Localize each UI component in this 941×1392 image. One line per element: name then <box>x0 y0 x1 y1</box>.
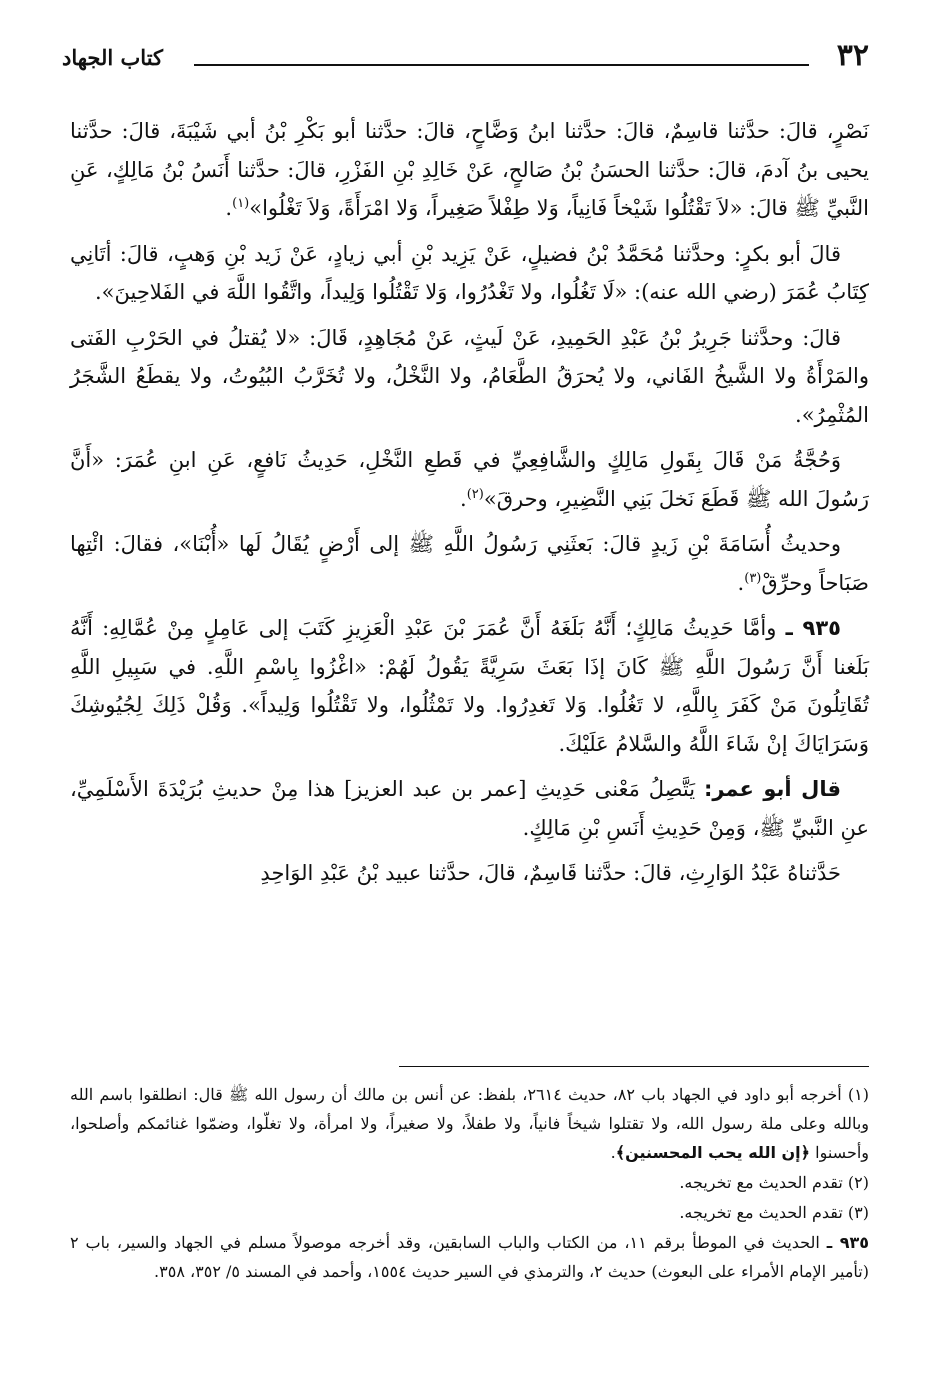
footnote-3 <box>70 1198 869 1227</box>
footnote-text: تقدم الحديث مع تخريجه. <box>679 1173 843 1192</box>
paragraph-text: حَدَّثناهُ عَبْدُ الوَارِثِ، قالَ: حدَّثنا قَاسِمٌ، قالَ، حدَّثنا عبيد بْنُ عَبْدِ الوَاحِدِ <box>260 861 841 885</box>
footnote-ref-1: (١) <box>232 196 250 211</box>
page-number: ٣٢ <box>836 38 869 73</box>
footnote-ref-3: (٣) <box>744 570 762 586</box>
paragraph-tail: . <box>737 570 745 595</box>
footnotes <box>70 1080 869 1287</box>
paragraph-tail: . <box>460 486 467 511</box>
hadith-number: ٩٣٥ ـ <box>785 616 841 640</box>
page-header <box>62 40 869 72</box>
abu-umar-text: يَتَّصِلُ مَعْنى حَدِيثِ [عمر بن عبد العزيز] هذا مِنْ حديثِ بُرَيْدَةَ الأَسْلَمِيِّ، عنِ النَّبيِّ ﷺ، وَمِنْ حَدِيثِ أَنَسِ بْنِ مَالِكٍ. <box>70 777 869 840</box>
paragraph-tail: . <box>225 196 233 220</box>
footnote-2 <box>70 1168 869 1197</box>
hadith-text: وأمَّا حَدِيثُ مَالِكٍ؛ أَنَّهُ بَلَغَهُ أَنَّ عُمَرَ بْنَ عَبْدِ الْعَزِيزِ كَتَبَ إلى عَامِلٍ مِنْ عُمَّالِهِ: أَنَّهُ بَلَغنا أَنَّ رَسُولَ اللَّهِ ﷺ كَانَ إذَا بَعَثَ سَرِيَّةً يَقُولُ لَهُمْ: «اغْزُوا بِاسْمِ اللَّهِ. في سَبِيلِ اللَّهِ تُقَاتِلُونَ مَنْ كَفَرَ بِاللَّهِ، لا تَغُلُوا. وَلا تَغدِرُوا. ولا تَمْثُلُوا، ولا تَقْتُلُوا وَلِيداً». وَقُلْ ذَلِكَ لِجُيُوشِكَ وَسَرَايَاكَ إنْ شَاءَ اللَّهُ والسَّلامُ عَلَيْكَ. <box>70 616 869 756</box>
footnote-marker: (٢) <box>847 1173 869 1192</box>
abu-umar-comment <box>70 770 869 847</box>
footnote-text: أخرجه أبو داود في الجهاد باب ٨٢، حديث ٢٦١٤، بلفظ: عن أنس بن مالك أن رسول الله ﷺ قال: انطلقوا باسم الله وبالله وعلى ملة رسول الله، ولا تقتلوا شيخاً فانياً، ولا طفلاً، ولا صغيراً، ولا امرأة، ولا تغلّوا، وضمّوا غنائمكم وأصلحوا، وأحسنوا <box>70 1085 869 1162</box>
abu-umar-label: قال أبو عمر: <box>703 777 841 801</box>
main-text <box>70 112 869 900</box>
footnote-tail: . <box>610 1143 616 1162</box>
paragraph-text: قالَ أبو بكرٍ: وحدَّثنا مُحَمَّدُ بْنُ فضيلٍ، عَنْ يَزِيد بْنِ أبي زيادٍ، عَنْ زَيد بْنِ وَهبٍ، قالَ: أتَانِي كِتَابُ عُمَرَ (رضي الله عنه): «لَا تَغُلُوا، ولا تَغْدُرُوا، وَلا تَقْتُلُوا وَلِيداً، واتَّقُوا اللَّهَ في الفَلاحِينَ». <box>70 241 869 304</box>
footnote-text: تقدم الحديث مع تخريجه. <box>679 1203 843 1222</box>
paragraph-text: نَصْرٍ، قالَ: حدَّثنا قاسِمٌ، قالَ: حدَّثنا ابنُ وَضَّاحٍ، قالَ: حدَّثنا أبو بَكْرِ بْنُ أبي شَيْبَةَ، قالَ: حدَّثنا يحيى بنُ آدمَ، قالَ: حدَّثنا الحسَنُ بْنُ صَالحٍ، عَنْ خَالِدِ بْنِ الفَزْرِ، قالَ: حدَّثنا أَنَسُ بْنُ مَالِكٍ، عَنِ النَّبيِّ ﷺ قالَ: «لاَ تَقْتُلُوا شَيْخاً فَانِياً، وَلا طِفْلاً صَغِيراً، وَلا امْرَأَةً، وَلاَ تَغْلُوا» <box>70 119 869 220</box>
paragraph-text: وحديثُ أُسَامَةَ بْنِ زَيدٍ قالَ: بَعثَنِي رَسُولُ اللَّهِ ﷺ إلى أَرْضٍ يُقَالُ لَها «أُبْنَا»، فقالَ: ائْتِها صَبَاحاً وحرِّقْ <box>70 532 869 595</box>
footnote-marker: ٩٣٥ ـ <box>826 1233 870 1252</box>
footnote-ref-2: (٢) <box>466 486 484 502</box>
paragraph-5 <box>70 525 869 602</box>
paragraph-3 <box>70 319 869 435</box>
footnote-marker: (٣) <box>847 1203 869 1222</box>
paragraph-4 <box>70 441 869 518</box>
footnote-text: الحديث في الموطأ برقم ١١، من الكتاب والباب السابقين، وقد أخرجه موصولاً مسلم في الجهاد والسير، باب ٢ (تأمير الإمام الأمراء على البعوث) حديث ٢، والترمذي في السير حديث ١٥٥٤، وأحمد في المسند ٥/ ٣٥٢، ٣٥٨. <box>70 1233 869 1281</box>
footnote-separator <box>399 1066 869 1067</box>
footnote-1 <box>70 1080 869 1167</box>
footnote-marker: (١) <box>847 1085 870 1104</box>
hadith-935 <box>70 609 869 763</box>
paragraph-text: قالَ: وحدَّثنا جَرِيرُ بْنُ عَبْدِ الحَمِيدِ، عَنْ لَيثٍ، عَنْ مُجَاهِدٍ، قَالَ: «لا يُقتلُ في الحَرْبِ الفَتى والمَرْأَةُ ولا الشَّيخُ الفَاني، ولا يُحرَقُ الطَّعَامُ، ولا النَّخْلُ، ولا تُخَرَّبُ البُيُوتُ، ولا يقطَعُ الشَّجَرُ المُثْمِرُ». <box>70 325 869 427</box>
paragraph-1 <box>70 112 869 228</box>
book-title: كتاب الجهاد <box>62 45 164 70</box>
footnote-935 <box>70 1228 869 1286</box>
paragraph-2 <box>70 235 869 312</box>
header-rule <box>194 64 809 66</box>
paragraph-last <box>70 854 869 893</box>
footnote-quote: ﴿إن الله يحب المحسنين﴾ <box>615 1143 811 1162</box>
paragraph-text: وَحُجَّةُ مَنْ قَالَ بِقَولِ مَالِكٍ والشَّافِعِيِّ في قَطعِ النَّخْلِ، حَدِيثُ نَافعٍ، عَنِ ابنِ عُمَرَ: «أَنَّ رَسُولَ الله ﷺ قَطَعَ نَخلَ بَنِي النَّضِيرِ، وحرقَ» <box>70 448 869 511</box>
